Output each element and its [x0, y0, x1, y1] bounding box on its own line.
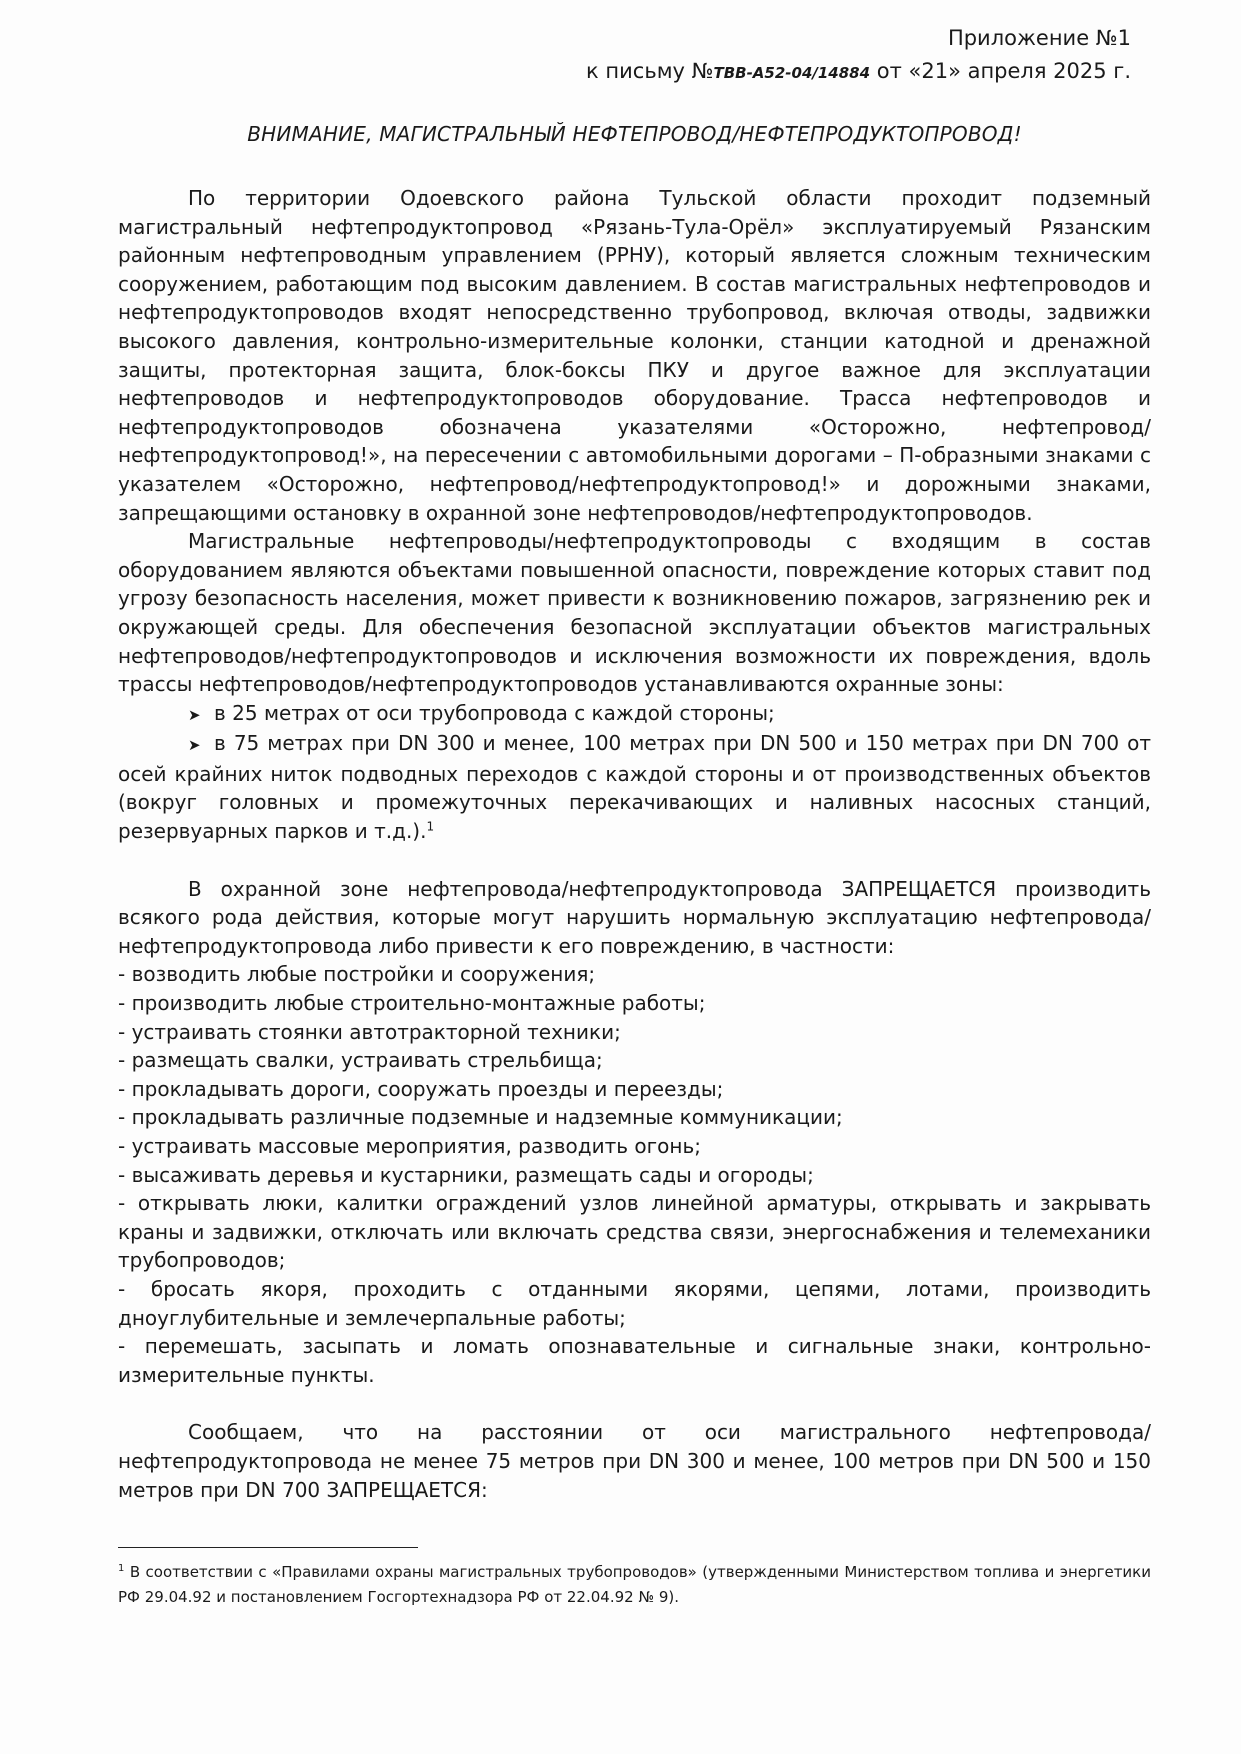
prohibited-item: - устраивать массовые мероприятия, разводить огонь; [118, 1134, 701, 1158]
warning-title: ВНИМАНИЕ, МАГИСТРАЛЬНЫЙ НЕФТЕПРОВОД/НЕФТЕПРОДУКТОПРОВОД! [247, 122, 1022, 146]
zone-item-2-text: в 75 метрах при DN 300 и менее, 100 метрах при DN 500 и 150 метрах при DN 700 от осей крайних ниток подводных переходов с каждой стороны и от производственных объектов (вокруг головных и промежуточных перекачивающих и наливных насосных станций, резервуарных парков и т.д.). [118, 731, 1151, 844]
arrow-bullet-icon: ➤ [188, 736, 201, 755]
annex-header [118, 22, 1151, 90]
letter-prefix: к письму № [586, 59, 714, 83]
annex-title: Приложение №1 [947, 26, 1131, 50]
prohibited-item: - прокладывать дороги, сооружать проезды и переезды; [118, 1076, 724, 1101]
zone-item-2 [118, 729, 1151, 845]
footnote-number: 1 [118, 1563, 125, 1575]
letter-reference [118, 55, 1131, 90]
spacer [118, 1389, 1151, 1418]
zone-item-1-text: в 25 метрах от оси трубопровода с каждой стороны; [214, 700, 775, 725]
paragraph-protection-zones: Магистральные нефтепроводы/нефтепродуктопроводы с входящим в состав оборудованием являются объектами повышенной опасности, повреждение которых ставит под угрозу безопасность населения, может привести к возникновению пожаров, загрязнению рек и окружающей среды. Для обеспечения безопасной эксплуатации объектов магистральных нефтепроводов/нефтепродуктопроводов и исключения возможности их повреждения, вдоль трассы нефтепроводов/нефтепродуктопроводов устанавливаются охранные зоны: [118, 529, 1151, 697]
arrow-bullet-icon: ➤ [188, 705, 201, 724]
paragraph-intro: По территории Одоевского района Тульской области проходит подземный магистральный нефтепродуктопровод «Рязань-Тула-Орёл» эксплуатируемый Рязанским районным нефтепроводным управлением (РРНУ), который является сложным техническим сооружением, работающим под высоким давлением. В состав магистральных нефтепроводов и нефтепродуктопроводов входят непосредственно трубопровод, включая отводы, задвижки высокого давления, контрольно-измерительные колонки, станции катодной и дренажной защиты, протекторная защита, блок-боксы ПКУ и другое важное для эксплуатации нефтепроводов и нефтепродуктопроводов оборудование. Трасса нефтепроводов и нефтепродуктопроводов обозначена указателями «Осторожно, нефтепровод/нефтепродуктопровод!», на пересечении с автомобильными дорогами – П-образными знаками с указателем «Осторожно, нефтепровод/нефтепродуктопровод!» и дорожными знаками, запрещающими остановку в охранной зоне нефтепроводов/нефтепродуктопроводов. [118, 186, 1151, 525]
prohibited-item: - возводить любые постройки и сооружения; [118, 962, 596, 987]
prohibited-actions-list [118, 960, 1151, 1389]
prohibited-item: - открывать люки, калитки ограждений узлов линейной арматуры, открывать и закрывать краны и задвижки, отключать или включать средства связи, энергоснабжения и телемеханики трубопроводов; [118, 1191, 1151, 1273]
footnote-reference: 1 [426, 819, 435, 834]
prohibited-item: - перемешать, засыпать и ломать опознавательные и сигнальные знаки, контрольно-измерительные пункты. [118, 1334, 1151, 1387]
paragraph-prohibitions: В охранной зоне нефтепровода/нефтепродуктопровода ЗАПРЕЩАЕТСЯ производить всякого рода действия, которые могут нарушить нормальную эксплуатацию нефтепровода/нефтепродуктопровода либо привести к его повреждению, в частности: [118, 876, 1151, 958]
footnote-text: В соответствии с «Правилами охраны магистральных трубопроводов» (утвержденными Министерством топлива и энергетики РФ 29.04.92 и постановлением Госгортехнадзора РФ от 22.04.92 № 9). [118, 1563, 1151, 1607]
spacer [118, 846, 1151, 875]
prohibited-item: - высаживать деревья и кустарники, размещать сады и огороды; [118, 1162, 814, 1187]
prohibited-item: - производить любые строительно-монтажные работы; [118, 991, 706, 1016]
letter-date: от «21» апреля 2025 г. [870, 59, 1131, 83]
zone-item-1 [118, 699, 1151, 730]
letter-number: ТВВ-А52-04/14884 [713, 64, 871, 82]
prohibited-item: - устраивать стоянки автотракторной техники; [118, 1019, 621, 1044]
paragraph-distance-notice: Сообщаем, что на расстоянии от оси магистрального нефтепровода/нефтепродуктопровода не менее 75 метров при DN 300 и менее, 100 метров при DN 500 и 150 метров при DN 700 ЗАПРЕЩАЕТСЯ: [118, 1420, 1151, 1502]
prohibited-item: - бросать якоря, проходить с отданными якорями, цепями, лотами, производить дноуглубительные и землечерпальные работы; [118, 1276, 1151, 1330]
prohibited-item: - прокладывать различные подземные и надземные коммуникации; [118, 1105, 843, 1130]
footnote-divider [118, 1547, 418, 1548]
prohibited-item: - размещать свалки, устраивать стрельбища; [118, 1048, 603, 1073]
footnote [118, 1560, 1151, 1610]
